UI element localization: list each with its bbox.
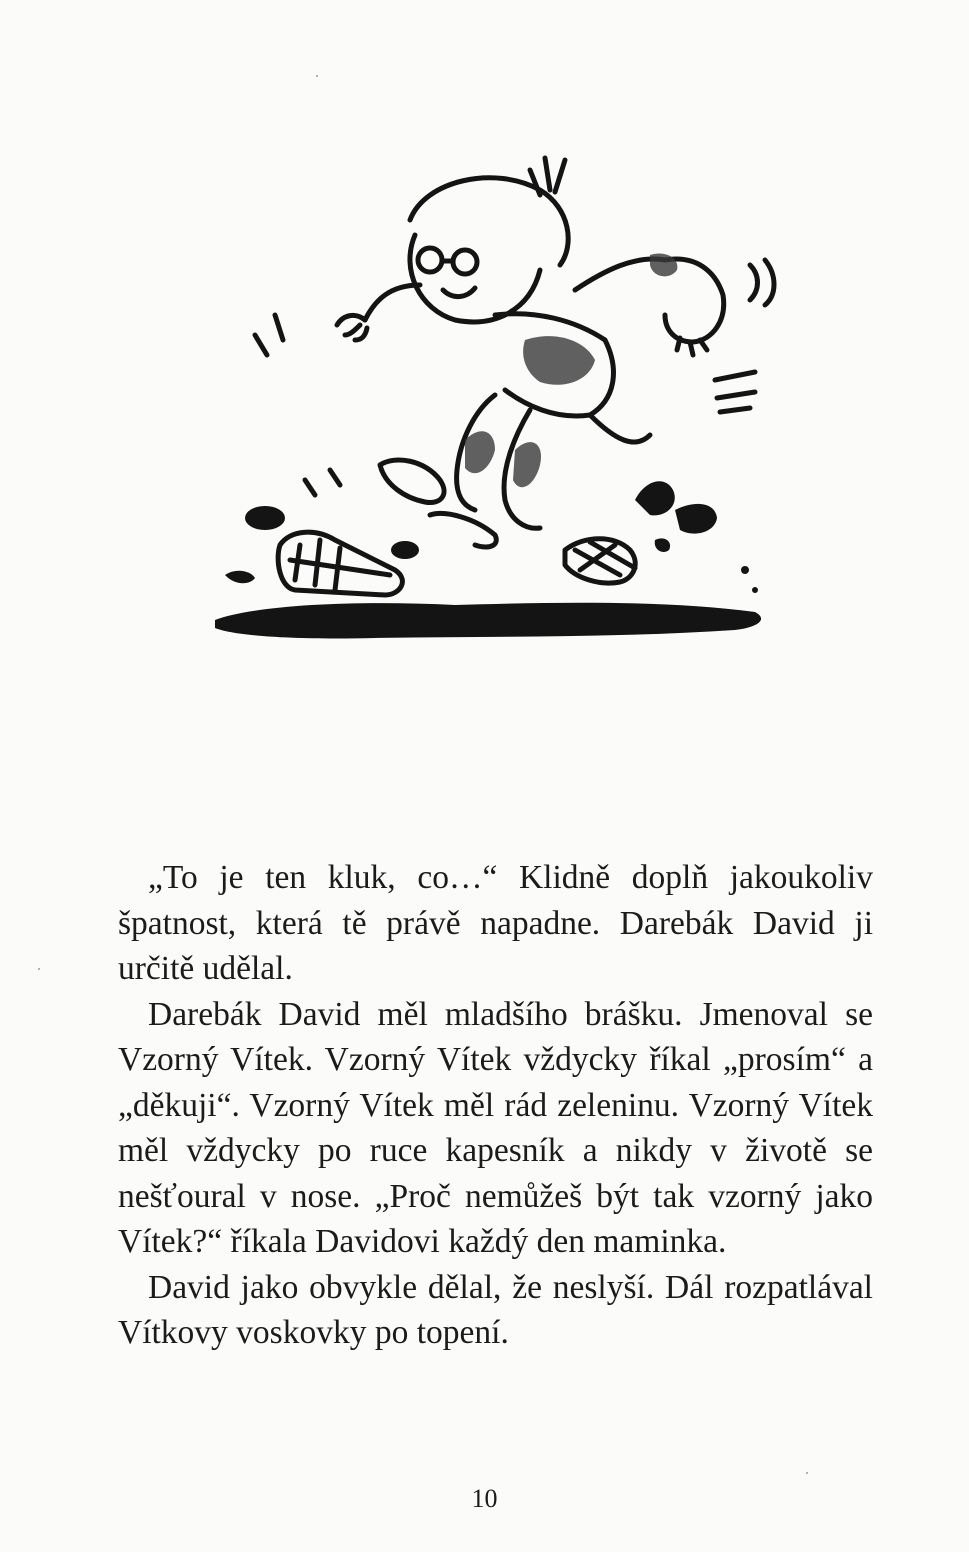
paragraph: David jako obvykle dělal, že neslyší. Dál rozpatlával Vítkovy voskovky po topení.: [118, 1268, 873, 1351]
paper-speck: [316, 75, 318, 77]
paper-speck: [806, 1472, 808, 1474]
body-text: [118, 855, 873, 1356]
boy-jumping-in-puddle-illustration: [195, 150, 785, 680]
page-number: 10: [471, 1484, 498, 1513]
paper-speck: [38, 968, 40, 970]
paragraph: „To je ten kluk, co…“ Klidně doplň jakoukoliv špatnost, která tě právě napadne. Darebák David ji určitě udělal.: [118, 859, 873, 987]
paragraph: Darebák David měl mladšího brášku. Jmenoval se Vzorný Vítek. Vzorný Vítek vždycky říkal „prosím“ a „děkuji“. Vzorný Vítek měl rád zeleninu. Vzorný Vítek měl vždycky po ruce kapesník a nikdy v životě se nešťoural v nose. „Proč nemůžeš být tak vzorný jako Vítek?“ říkala Davidovi každý den maminka.: [118, 995, 873, 1260]
